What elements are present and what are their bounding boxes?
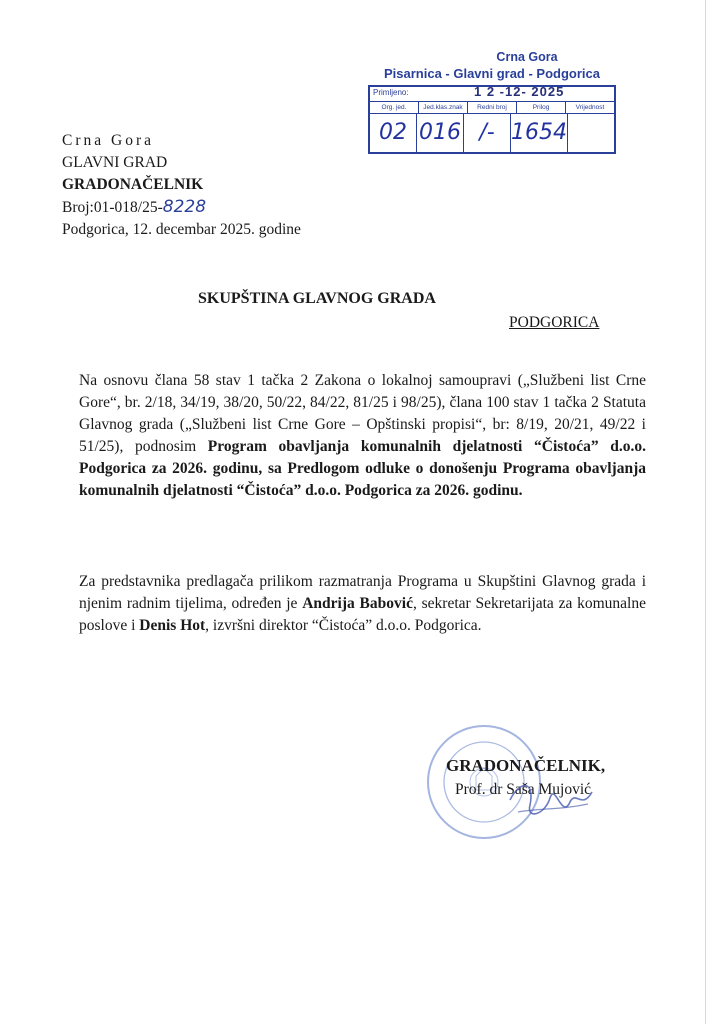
letterhead-reference — [62, 196, 301, 219]
representative-name-2: Denis Hot — [139, 617, 206, 634]
reference-prefix: Broj:01-018/25- — [62, 199, 163, 216]
representative-name-1: Andrija Babović — [302, 595, 413, 612]
body-paragraph-1 — [79, 370, 646, 502]
registry-value: /- — [464, 114, 511, 152]
reference-handwritten-number: 8228 — [162, 197, 207, 217]
body-p1-text: Na osnovu člana 58 stav 1 tačka 2 Zakona o lokalnoj samoupravi („Službeni list Crne Gore“, br. 2/18, 34/19, 38/20, 50/22, 84/22, 81/25 i 98/25), člana 100 stav 1 tačka 2 Statuta Glavnog grada („Službeni list Crne Gore – Opštinski propisi“, br: 8/19, 20/21, 49/22 i 51/25), podnosim — [79, 372, 646, 455]
registry-stamp-line1: Crna Gora — [496, 50, 558, 64]
registry-received-date: 1 2 -12- 2025 — [474, 84, 565, 99]
body-p2-text-c: , izvršni direktor “Čistoća” d.o.o. Podgorica. — [205, 617, 482, 634]
body-paragraph-2 — [79, 571, 646, 637]
registry-received-label: Primljeno: — [373, 88, 409, 97]
handwritten-signature-icon — [500, 760, 600, 840]
registry-value: 1654 — [511, 114, 568, 152]
addressee-city: PODGORICA — [509, 314, 600, 331]
body-p2-text-b: , sekretar Sekretarijata za komunalne poslove i — [79, 595, 646, 634]
page-edge-line — [705, 0, 706, 1024]
registry-col-header: Org. jed. — [370, 102, 419, 113]
registry-received-row — [370, 84, 614, 102]
body-p1-bold: Program obavljanja komunalnih djelatnosti “Čistoća” d.o.o. Podgorica za 2026. godinu, sa Predlogom odluke o donošenju Programa obavljanja komunalnih djelatnosti “Čistoća” d.o.o. Podgorica za 2026. godinu. — [79, 438, 646, 499]
registry-col-header: Redni broj — [468, 102, 517, 113]
body-p2-text-a: Za predstavnika predlagača prilikom razmatranja Programa u Skupštini Glavnog grada i njenim radnim tijelima, određen je — [79, 573, 646, 612]
addressee-name: SKUPŠTINA GLAVNOG GRADA — [198, 290, 436, 307]
letterhead-city-org: GLAVNI GRAD — [62, 154, 168, 171]
registry-column-headers — [370, 102, 614, 114]
signature-title: GRADONAČELNIK, — [446, 756, 606, 775]
registry-stamp-box — [368, 85, 616, 154]
letterhead-place-date: Podgorica, 12. decembar 2025. godine — [62, 221, 301, 238]
registry-value: 02 — [370, 114, 417, 152]
registry-col-header: Jed.klas.znak — [419, 102, 468, 113]
signature-name: Prof. dr Saša Mujović — [455, 781, 592, 798]
letterhead-office: GRADONAČELNIK — [62, 176, 204, 193]
registry-stamp — [368, 50, 616, 154]
registry-values-row — [370, 114, 614, 152]
registry-value: 016 — [417, 114, 464, 152]
registry-col-header: Prilog — [517, 102, 566, 113]
registry-value — [568, 114, 614, 152]
letterhead-country: Crna Gora — [62, 132, 154, 149]
registry-col-header: Vrijednost — [575, 104, 605, 111]
registry-stamp-line2: Pisarnica - Glavni grad - Podgorica — [383, 66, 600, 81]
letterhead — [62, 130, 301, 241]
